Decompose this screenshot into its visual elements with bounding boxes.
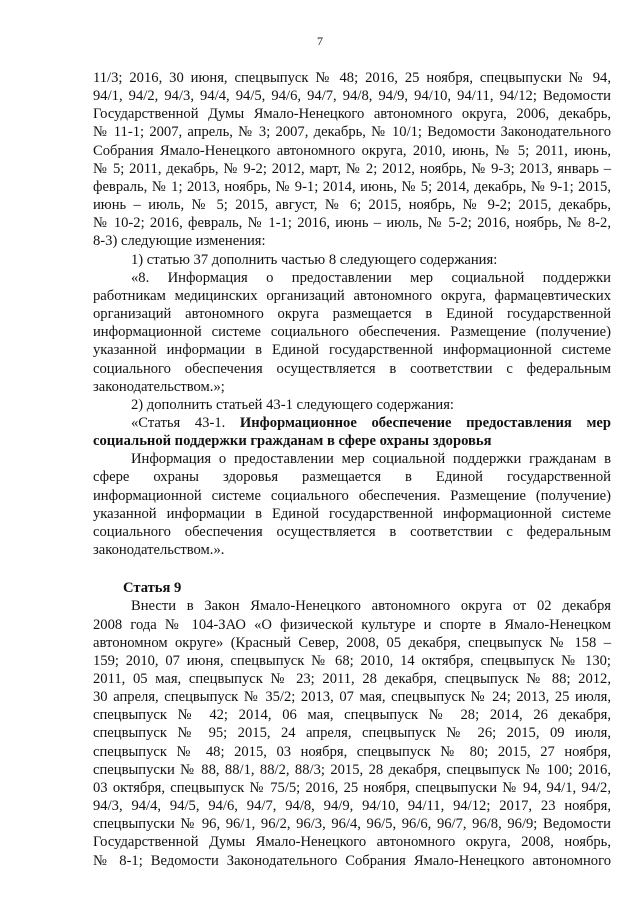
document-body xyxy=(93,69,611,870)
text-line: 1) статью 37 дополнить частью 8 следующего содержания: xyxy=(131,251,498,268)
text-line: февраль, № 1; 2013, ноябрь, № 9-1; 2014, июнь, № 5; 2014, декабрь, № 9-1; 2015, xyxy=(93,178,611,195)
article-heading-line xyxy=(93,432,611,450)
text-line: Государственной Думы Ямало-Ненецкого автономного округа, 2008, ноябрь, xyxy=(93,834,611,851)
text-line: Внести в Закон Ямало-Ненецкого автономного округа от 02 декабря xyxy=(131,598,611,615)
text-line: работникам медицинских организаций автономного округа, фармацевтических xyxy=(93,287,611,304)
text-line: информационной системе социального обеспечения. Размещение (получение) xyxy=(93,324,611,341)
text-line: организаций автономного округа размещается в Единой государственной xyxy=(93,306,611,323)
text-line: № 8-1; Ведомости Законодательного Собрания Ямало-Ненецкого автономного xyxy=(93,852,611,869)
text-line: 2) дополнить статьей 43-1 следующего содержания: xyxy=(131,396,454,413)
text-line: социального обеспечения осуществляется в соответствии с федеральным xyxy=(93,360,611,377)
text-line: указанной информации в Единой государственной информационной системе xyxy=(93,505,611,522)
text-line: сфере охраны здоровья размещается в Единой государственной xyxy=(93,469,611,486)
section-title: Статья 9 xyxy=(123,580,182,597)
text-line: законодательством.». xyxy=(93,542,225,559)
text-line: спецвыпуски № 96, 96/1, 96/2, 96/3, 96/4, 96/5, 96/6, 96/7, 96/8, 96/9; Ведомости xyxy=(93,816,611,833)
text-line: № 11-1; 2007, апрель, № 3; 2007, декабрь, № 10/1; Ведомости Законодательного xyxy=(93,124,611,141)
text-line: 2008 года № 104-ЗАО «О физической культуре и спорте в Ямало-Ненецком xyxy=(93,616,611,633)
text-line: указанной информации в Единой государственной информационной системе xyxy=(93,342,611,359)
article-title: Информационное обеспечение предоставления мер xyxy=(239,414,611,431)
text-line: 94/1, 94/2, 94/3, 94/4, 94/5, 94/6, 94/7, 94/8, 94/9, 94/10, 94/11, 94/12; Ведомости xyxy=(93,88,611,105)
text-line: 2011, 05 мая, спецвыпуск № 23; 2011, 28 декабря, спецвыпуск № 88; 2012, xyxy=(93,671,611,687)
page-number: 7 xyxy=(317,34,323,48)
text-line: информационной системе социального обеспечения. Размещение (получение) xyxy=(93,487,611,504)
text-line: Информация о предоставлении мер социальной поддержки гражданам в xyxy=(131,451,611,468)
text-line: 94/3, 94/4, 94/5, 94/6, 94/7, 94/8, 94/9, 94/10, 94/11, 94/12; 2017, 23 ноября, xyxy=(93,798,611,815)
text-line: 159; 2010, 07 июня, спецвыпуск № 68; 2010, 14 октября, спецвыпуск № 130; xyxy=(93,652,611,669)
text-line: спецвыпуск № 95; 2015, 24 апреля, спецвыпуск № 26; 2015, 09 июля, xyxy=(93,725,611,742)
section-heading xyxy=(93,579,611,597)
text-line: 8-3) следующие изменения: xyxy=(93,233,266,250)
text-line: спецвыпуск № 42; 2014, 06 мая, спецвыпуск № 28; 2014, 26 декабря, xyxy=(93,707,611,724)
text-line: спецвыпуск № 48; 2015, 03 ноября, спецвыпуск № 80; 2015, 27 ноября, xyxy=(93,743,611,760)
text-line: Государственной Думы Ямало-Ненецкого автономного округа, 2006, декабрь, xyxy=(93,106,611,123)
text-line: спецвыпуски № 88, 88/1, 88/2, 88/3; 2015, 28 декабря, спецвыпуск № 100; 2016, xyxy=(93,761,611,778)
article-heading-line xyxy=(93,414,611,432)
text-line: № 5; 2011, декабрь, № 9-2; 2012, март, № 2; 2012, ноябрь, № 9-3; 2013, январь – xyxy=(93,160,611,177)
text-line: 03 октября, спецвыпуск № 75/5; 2016, 25 ноября, спецвыпуски № 94, 94/1, 94/2, xyxy=(93,779,611,796)
article-title-cont: социальной поддержки гражданам в сфере охраны здоровья xyxy=(93,433,492,450)
text-line: автономном округе» (Красный Север, 2008, 05 декабря, спецвыпуск № 158 – xyxy=(93,634,611,651)
text-line: социального обеспечения осуществляется в соответствии с федеральным xyxy=(93,523,611,540)
text-line: 30 апреля, спецвыпуск № 35/2; 2013, 07 мая, спецвыпуск № 24; 2013, 25 июля, xyxy=(93,689,611,706)
text-line: «8. Информация о предоставлении мер социальной поддержки xyxy=(131,269,611,286)
text-line: № 10-2; 2016, февраль, № 1-1; 2016, июнь – июль, № 5-2; 2016, ноябрь, № 8-2, xyxy=(93,215,611,232)
spacer xyxy=(93,559,611,579)
article-number: «Статья 43-1. xyxy=(131,414,226,431)
text-line: 11/3; 2016, 30 июня, спецвыпуск № 48; 2016, 25 ноября, спецвыпуски № 94, xyxy=(93,70,611,86)
text-line: июнь – июль, № 5; 2015, август, № 6; 2015, ноябрь, № 9-2; 2015, декабрь, xyxy=(93,197,611,214)
text-line: Собрания Ямало-Ненецкого автономного округа, 2010, июнь, № 5; 2011, июнь, xyxy=(93,142,611,159)
text-line: законодательством.»; xyxy=(93,378,225,395)
